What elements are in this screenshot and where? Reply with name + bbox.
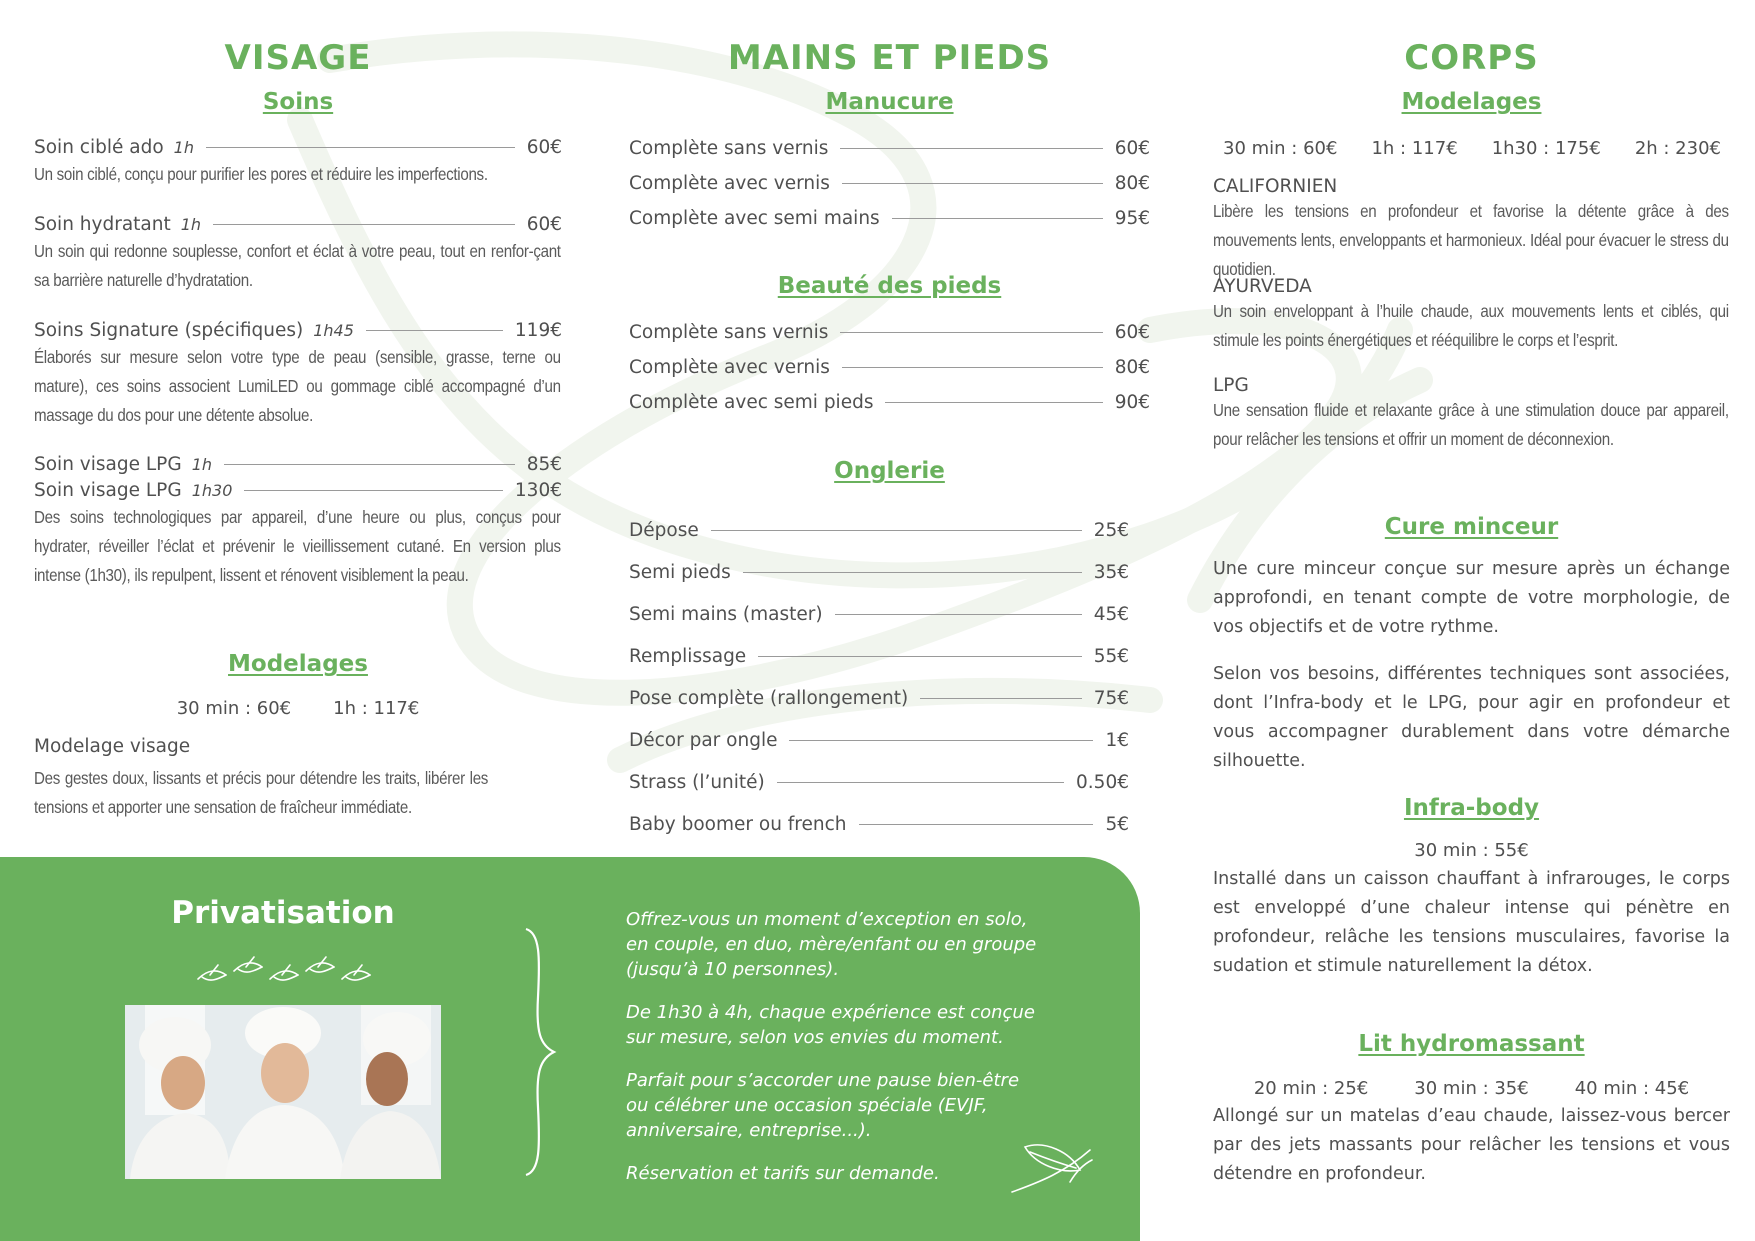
item-price: 25€ (1093, 519, 1129, 541)
leader-line (885, 402, 1102, 403)
item-price: 5€ (1105, 813, 1129, 835)
item-description: Une sensation fluide et relaxante grâce à une stimulation douce par appareil, pour relâcher les tensions et offrir un moment de déconnexion. (1213, 400, 1729, 449)
cure-paragraph-1: Une cure minceur conçue sur mesure après un échange approfondi, en tenant compte de votre morphologie, de vos objectifs et de votre rythme. (1213, 559, 1730, 637)
onglerie-item (629, 551, 1129, 593)
onglerie-item (629, 719, 1129, 761)
lit-hydromassant-title: Lit hydromassant (1358, 1031, 1585, 1057)
price-line (34, 320, 562, 341)
leader-line (840, 148, 1102, 149)
item-name: Soin ciblé ado (34, 137, 164, 158)
item-price: 60€ (526, 137, 562, 158)
modelage-visage-description: Des gestes doux, lissants et précis pour détendre les traits, libérer les tensions et apporter une sensation de fraîcheur immédiate. (34, 768, 489, 817)
visage-title: VISAGE (224, 38, 372, 78)
item-duration: 1h45 (313, 321, 354, 340)
leader-line (206, 147, 515, 148)
item-name: Soin visage LPG (34, 480, 182, 501)
item-price: 1€ (1105, 729, 1129, 751)
price-line (34, 214, 562, 235)
onglerie-item (629, 761, 1129, 803)
leader-line (920, 698, 1081, 699)
onglerie-list (629, 509, 1129, 845)
cure-paragraph-2: Selon vos besoins, différentes techniques sont associées, dont l’Infra-body et le LPG, pour agir en profondeur et vous accompagner durablement dans votre démarche silhouette. (1213, 664, 1730, 771)
tarif: 20 min : 25€ (1253, 1078, 1369, 1099)
infra-body-description: Installé dans un caisson chauffant à infrarouges, le corps est enveloppé d’une chaleur intense qui pénètre en profondeur, relâche les tensions musculaires, favorise la sudation et stimule naturellement la détox. (1213, 869, 1730, 976)
leaf-icon (1010, 1132, 1095, 1197)
tarif: 40 min : 45€ (1574, 1078, 1690, 1099)
leader-line (758, 656, 1081, 657)
price-line (34, 454, 562, 475)
onglerie-item (629, 635, 1129, 677)
modelage-californien (1213, 176, 1730, 284)
onglerie-item (629, 803, 1129, 845)
item-price: 0.50€ (1076, 771, 1129, 793)
item-duration: 1h (180, 215, 202, 234)
tarif: 2h : 230€ (1634, 138, 1721, 159)
visage-modelages-tarifs (34, 698, 562, 719)
item-price: 119€ (514, 320, 562, 341)
item-price: 35€ (1093, 561, 1129, 583)
modelage-ayurveda (1213, 276, 1730, 355)
corps-title: CORPS (1404, 38, 1539, 78)
item-price: 60€ (1114, 322, 1150, 343)
leader-line (244, 490, 503, 491)
corps-modelages-title: Modelages (1401, 89, 1542, 115)
item-duration: 1h (173, 138, 194, 157)
pieds-item (629, 392, 1150, 413)
item-name: Semi pieds (629, 561, 731, 583)
item-label: AYURVEDA (1213, 276, 1312, 297)
spa-photo (125, 1005, 441, 1179)
item-name: Baby boomer ou french (629, 813, 847, 835)
price-line (34, 480, 562, 501)
item-price: 130€ (514, 480, 562, 501)
item-name: Complète avec vernis (629, 173, 830, 194)
price-line (34, 137, 562, 158)
lit-hydromassant-description: Allongé sur un matelas d’eau chaude, laissez-vous bercer par des jets massants pour relâcher les tensions et vous détendre en profondeur. (1213, 1106, 1730, 1184)
leader-line (892, 218, 1103, 219)
privatisation-paragraph: Parfait pour s’accorder une pause bien-être ou célébrer une occasion spéciale (EVJF, anniversaire, entreprise...). (626, 1070, 1020, 1141)
item-description: Libère les tensions en profondeur et favorise la détente grâce à des mouvements lents, enveloppants et harmonieux. Idéal pour évacuer le stress du quotidien. (1213, 201, 1729, 279)
item-description: Élaborés sur mesure selon votre type de peau (sensible, grasse, terne ou mature), ces soins associent LumiLED ou gommage ciblé accompagné d’un massage du dos pour une détente absolue. (34, 347, 561, 425)
leader-line (743, 572, 1082, 573)
tarif: 1h : 117€ (1371, 138, 1458, 159)
leader-line (842, 367, 1103, 368)
soin-item-1 (34, 137, 562, 189)
item-price: 75€ (1093, 687, 1129, 709)
manucure-title: Manucure (825, 89, 954, 115)
lit-hydromassant-tarifs (1213, 1078, 1730, 1099)
visage-soins-title: Soins (262, 89, 334, 115)
soin-lpg (34, 454, 562, 590)
soin-item-3 (34, 320, 562, 430)
leader-line (777, 782, 1064, 783)
tarif: 1h30 : 175€ (1491, 138, 1601, 159)
item-price: 90€ (1114, 392, 1150, 413)
leader-line (835, 614, 1082, 615)
manucure-item (629, 173, 1150, 194)
item-description: Un soin qui redonne souplesse, confort et éclat à votre peau, tout en renfor-çant sa barrière naturelle d’hydratation. (34, 241, 561, 290)
item-price: 45€ (1093, 603, 1129, 625)
leader-line (789, 740, 1093, 741)
pieds-item (629, 357, 1150, 378)
item-name: Soins Signature (spécifiques) (34, 320, 304, 341)
three-women-in-towels-image (125, 1005, 441, 1179)
privatisation-text (626, 907, 1046, 1204)
item-price: 60€ (1114, 138, 1150, 159)
modelage-visage-label: Modelage visage (34, 736, 191, 757)
visage-modelages-title: Modelages (228, 651, 368, 677)
onglerie-title: Onglerie (834, 458, 945, 484)
tarif: 30 min : 60€ (1223, 138, 1338, 159)
item-name: Soin hydratant (34, 214, 171, 235)
privatisation-paragraph: Offrez-vous un moment d’exception en solo, en couple, en duo, mère/enfant ou en groupe (jusqu’à 10 personnes). (626, 909, 1037, 980)
item-price: 60€ (526, 214, 562, 235)
pieds-title: Beauté des pieds (777, 273, 1002, 299)
item-price: 80€ (1114, 173, 1150, 194)
manucure-item (629, 138, 1150, 159)
item-description: Un soin ciblé, conçu pour purifier les pores et réduire les imperfections. (34, 164, 488, 184)
manucure-item (629, 208, 1150, 229)
infra-body-tarif (1213, 840, 1730, 861)
onglerie-item (629, 509, 1129, 551)
item-label: LPG (1213, 375, 1249, 396)
item-price: 85€ (526, 454, 562, 475)
leader-line (711, 530, 1082, 531)
item-description: Des soins technologiques par appareil, d’une heure ou plus, conçus pour hydrater, réveiller l’éclat et prévenir le vieillissement cutané. En version plus intense (1h30), ils repulpent, lissent et rénovent visiblement la peau. (34, 507, 561, 585)
privatisation-panel (0, 857, 1140, 1241)
item-description: Un soin enveloppant à l’huile chaude, aux mouvements lents et ciblés, qui stimule les points énergétiques et rééquilibre le corps et l’esprit. (1213, 301, 1729, 350)
item-name: Complète sans vernis (629, 322, 829, 343)
modelage-lpg (1213, 375, 1730, 454)
curly-brace-decoration (520, 927, 560, 1177)
item-price: 95€ (1114, 208, 1150, 229)
privatisation-title: Privatisation (171, 895, 395, 931)
item-name: Soin visage LPG (34, 454, 182, 475)
tarif: 30 min : 35€ (1414, 1078, 1529, 1099)
leader-line (366, 330, 503, 331)
leader-line (842, 183, 1103, 184)
item-name: Complète avec vernis (629, 357, 830, 378)
tarif: 30 min : 55€ (1414, 840, 1529, 861)
leaves-ornament-icon (196, 949, 371, 989)
pieds-item (629, 322, 1150, 343)
mains-title: MAINS ET PIEDS (727, 38, 1052, 78)
leader-line (213, 224, 515, 225)
item-name: Semi mains (master) (629, 603, 823, 625)
privatisation-paragraph: Réservation et tarifs sur demande. (626, 1163, 940, 1184)
onglerie-item (629, 677, 1129, 719)
item-name: Strass (l’unité) (629, 771, 765, 793)
item-name: Remplissage (629, 645, 747, 667)
item-label: CALIFORNIEN (1213, 176, 1338, 197)
leader-line (859, 824, 1094, 825)
item-name: Décor par ongle (629, 729, 778, 751)
tarif: 30 min : 60€ (176, 698, 292, 719)
item-duration: 1h30 (191, 481, 233, 500)
item-name: Pose complète (rallongement) (629, 687, 909, 709)
onglerie-item (629, 593, 1129, 635)
item-name: Complète avec semi pieds (629, 392, 874, 413)
leader-line (224, 464, 515, 465)
infra-body-title: Infra-body (1403, 795, 1540, 821)
soin-item-2 (34, 214, 562, 295)
item-name: Complète avec semi mains (629, 208, 880, 229)
privatisation-paragraph: De 1h30 à 4h, chaque expérience est conçue sur mesure, selon vos envies du moment. (626, 1002, 1035, 1048)
cure-minceur-title: Cure minceur (1384, 514, 1559, 540)
item-name: Complète sans vernis (629, 138, 829, 159)
corps-modelages-tarifs (1213, 138, 1730, 159)
item-duration: 1h (191, 455, 213, 474)
item-name: Dépose (629, 519, 699, 541)
item-price: 55€ (1093, 645, 1129, 667)
item-price: 80€ (1114, 357, 1150, 378)
leader-line (840, 332, 1102, 333)
tarif: 1h : 117€ (333, 698, 420, 719)
